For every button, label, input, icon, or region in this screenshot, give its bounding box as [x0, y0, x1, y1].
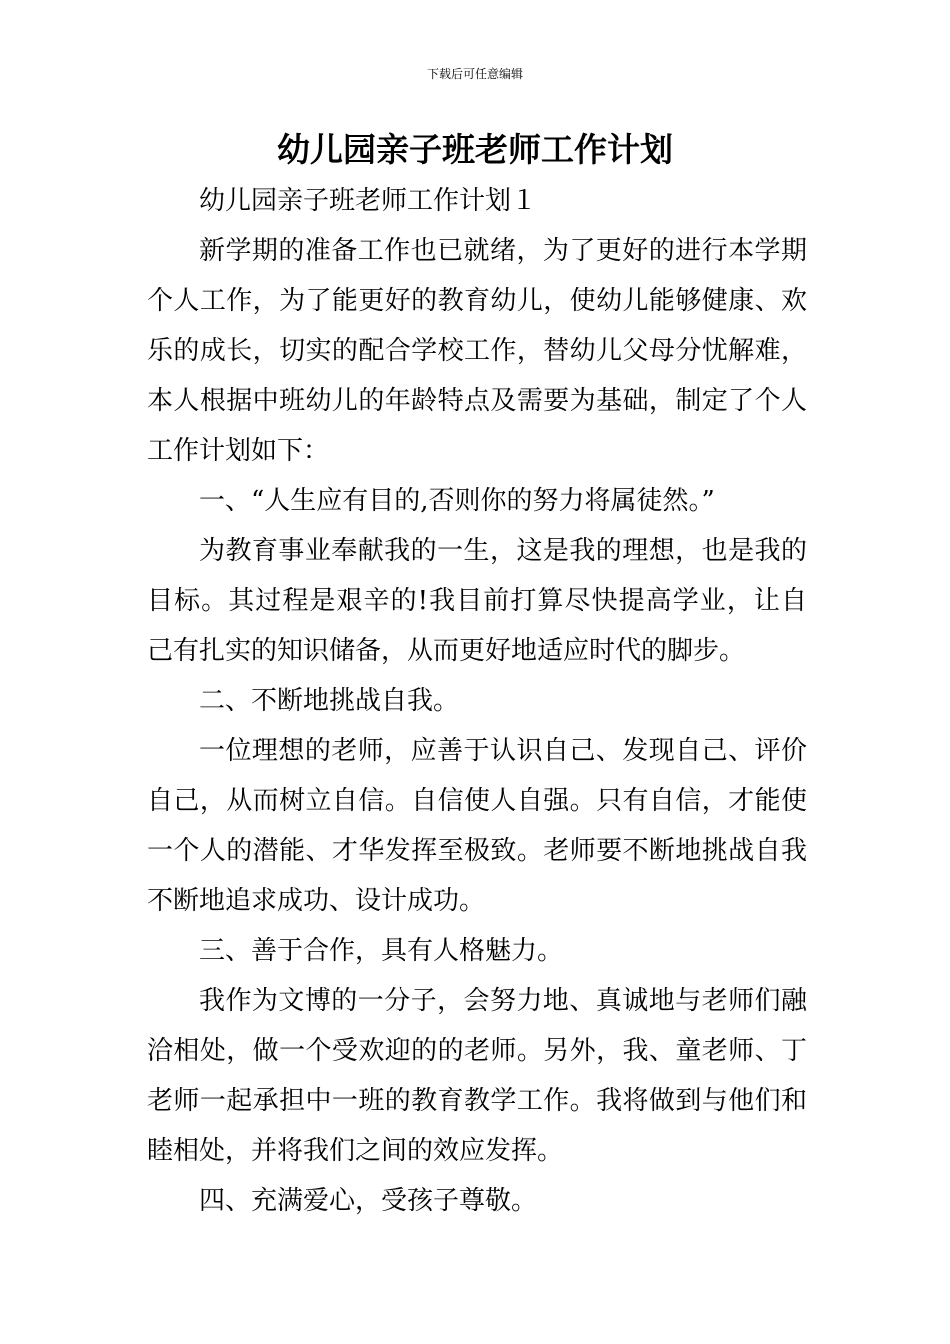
document-body	[147, 176, 807, 1226]
paragraph: 我作为文博的一分子，会努力地、真诚地与老师们融洽相处，做一个受欢迎的的老师。另外，我、童老师、丁老师一起承担中一班的教育教学工作。我将做到与他们和睦相处，并将我们之间的效应发挥。	[147, 986, 807, 1166]
paragraph: 一位理想的老师，应善于认识自己、发现自己、评价自己，从而树立自信。自信使人自强。只有自信，才能使一个人的潜能、才华发挥至极致。老师要不断地挑战自我不断地追求成功、设计成功。	[147, 736, 807, 916]
section-heading: 一、“人生应有目的,否则你的努力将属徒然。”	[199, 486, 715, 516]
paragraph: 新学期的准备工作也已就绪，为了更好的进行本学期个人工作，为了能更好的教育幼儿，使幼儿能够健康、欢乐的成长，切实的配合学校工作，替幼儿父母分忧解难，本人根据中班幼儿的年龄特点及需要为基础，制定了个人工作计划如下：	[147, 236, 807, 466]
section-heading: 三、善于合作，具有人格魅力。	[199, 936, 564, 966]
document-title: 幼儿园亲子班老师工作计划	[277, 130, 673, 169]
section-heading: 四、充满爱心，受孩子尊敬。	[199, 1186, 538, 1216]
section-heading: 幼儿园亲子班老师工作计划１	[199, 186, 538, 216]
paragraph: 为教育事业奉献我的一生，这是我的理想，也是我的目标。其过程是艰辛的!我目前打算尽快提高学业，让自己有扎实的知识储备，从而更好地适应时代的脚步。	[147, 536, 807, 666]
section-heading: 二、不断地挑战自我。	[199, 686, 460, 716]
header-note: 下载后可任意编辑	[426, 67, 523, 81]
